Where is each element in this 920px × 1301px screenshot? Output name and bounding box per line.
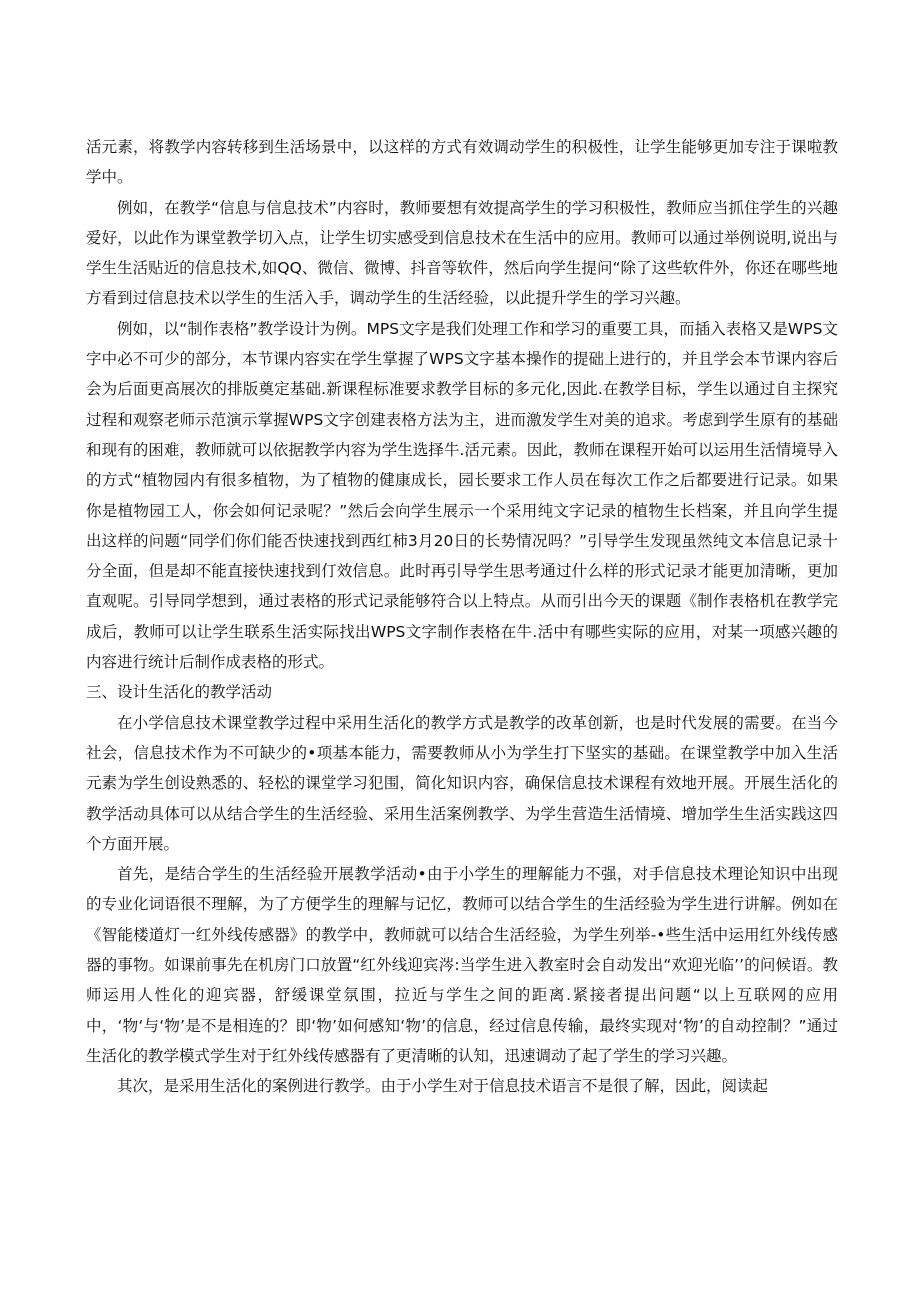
section-heading: 三、设计生活化的教学活动 xyxy=(86,683,273,702)
paragraph: 例如，在教学“信息与信息技术”内容时，教师要想有效提高学生的学习积极性，教师应当抓住学生的兴趣爱好，以此作为课堂教学切入点，让学生切实感受到信息技术在生活中的应用。教师可以通过举例说明,说出与学生生活贴近的信息技术,如QQ、微信、微博、抖音等软件，然后向学生提问“除了这些软件外，你还在哪些地方看到过信息技术以学生的生活入手，调动学生的生活经验，以此提升学生的学习兴趣。 xyxy=(86,198,838,308)
paragraph: 首先，是结合学生的生活经验开展教学活动•由于小学生的理解能力不强，对手信息技术理论知识中出现的专业化词语很不理解，为了方便学生的理解与记忆，教师可以结合学生的生活经验为学生进行讲解。例如在《智能楼道灯一红外线传感器》的教学中，教师就可以结合生活经验，为学生列举-•些生活中运用红外线传感器的事物。如课前事先在机房门口放置“红外线迎宾涔:当学生进入教室时会自动发出“欢迎光临’’的问候语。教师运用人性化的迎宾器，舒缓课堂氛围，拉近与学生之间的距离.紧接者提出问题“以上互联网的应用中，‘物‘与‘物’是不是相连的？即‘物’如何感知‘物’的信息，经过信息传输，最终实现对‘物’的自动控制？”通过生活化的教学模式学生对于红外线传感器有了更清晰的认知，迅速调动了起了学生的学习兴趣。 xyxy=(86,865,838,1065)
document-page xyxy=(86,132,838,1102)
paragraph: 在小学信息技术课堂教学过程中采用生活化的教学方式是教学的改革创新，也是时代发展的需要。在当今社会，信息技术作为不可缺少的•项基本能力，需要教师从小为学生打下坚实的基础。在课堂教学中加入生活元素为学生创设熟悉的、轻松的课堂学习犯围，简化知识内容，确保信息技术课程有效地开展。开展生活化的教学活动具体可以从结合学生的生活经验、采用生活案例教学、为学生营造生活情境、增加学生生活实践这四个方面开展。 xyxy=(86,713,838,853)
paragraph: 例如，以“制作表格”教学设计为例。MPS文字是我们处理工作和学习的重要工具，而插入表格又是WPS文字中必不可少的部分，本节课内容实在学生掌握了WPS文字基本操作的提础上进行的，并且学会本节课内容后会为后面更高展次的排版奠定基础.新课程标准要求教学目标的多元化,因此.在教学目标，学生以通过自主探究过程和观察老师示范演示掌握WPS文字创建表格方法为主，进而激发学生对美的追求。考虑到学生原有的基础和现有的困难，教师就可以依据教学内容为学生选择牛.活元素。因此，教师在课程开始可以运用生活情境导入的方式“植物园内有很多植物，为了植物的健康成长，园长要求工作人员在每次工作之后都要进行记录。如果你是植物园工人，你会如何记录呢？”然后会向学生展示一个采用纯文字记录的植物生长档案，并且向学生提出这样的问题“同学们你们能否快速找到西红柿3月20日的长势情况吗？”引导学生发现虽然纯文本信息记录十分全面，但是却不能直接快速找到仃效信息。此时再引导学生思考通过什么样的形式记录才能更加清晰，更加直观呢。引导同学想到，通过表格的形式记录能够符合以上特点。从而引出今天的课题《制作表格机在教学完成后，教师可以让学生联系生活实际找出WPS文字制作表格在牛.活中有哪些实际的应用，对某一项感兴趣的内容进行统计后制作成表格的形式。 xyxy=(86,319,838,672)
paragraph: 其次，是采用生活化的案例进行教学。由于小学生对于信息技术语言不是很了解，因此，阅读起 xyxy=(117,1077,769,1096)
paragraph: 活元素，将教学内容转移到生活场景中，以这样的方式有效调动学生的积极性，让学生能够更加专注于课啦教学中。 xyxy=(86,138,838,187)
